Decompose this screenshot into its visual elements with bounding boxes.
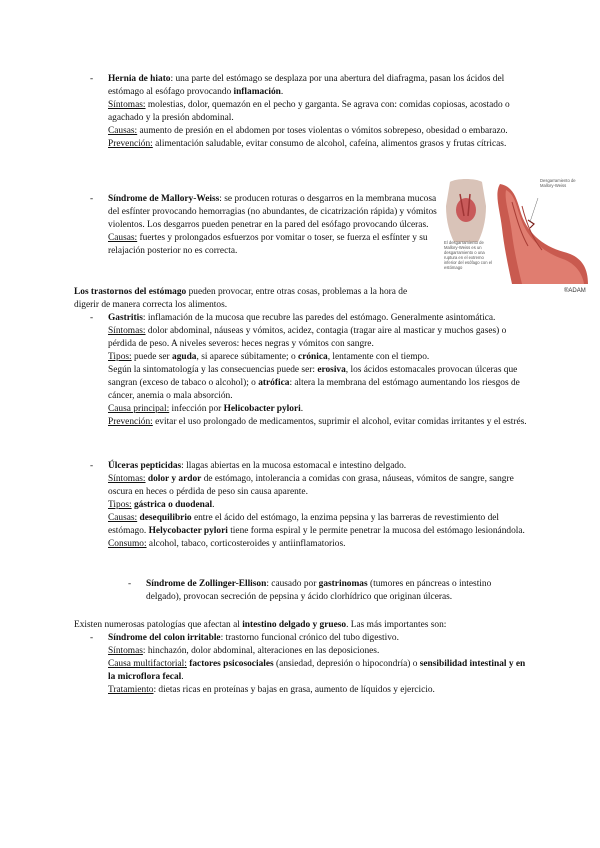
gastritis-prevencion-label: Prevención: xyxy=(108,417,153,427)
zollinger-paragraph xyxy=(146,578,528,604)
gastritis-aguda: aguda xyxy=(172,352,197,362)
colon-sintomas: : hinchazón, dolor abdominal, alteraciones en las deposiciones. xyxy=(142,646,380,656)
colon-causa-2: . xyxy=(181,672,184,682)
gastritis-tipos-label: Tipos: xyxy=(108,352,132,362)
gastritis-tipos-1: puede ser xyxy=(131,352,172,362)
trastornos-bold: Los trastornos del estómago xyxy=(74,287,187,297)
gastritis-paragraph xyxy=(108,312,528,429)
gastritis-segun-1: Según la sintomatología y las consecuencias puede ser: xyxy=(108,365,318,375)
hernia-causas: aumento de presión en el abdomen por toses violentas o vómitos sobrepeso, obesidad o embarazo. xyxy=(137,126,508,136)
list-bullet: - xyxy=(90,313,94,323)
colon-tratamiento: : dietas ricas en proteínas y bajas en grasa, aumento de líquidos y ejercicio. xyxy=(153,685,435,695)
ulceras-causas-bold: desequilibrio xyxy=(137,513,192,523)
gastritis-prevencion: evitar el uso prolongado de medicamentos, suprimir el alcohol, evitar comidas irritantes y el estrés. xyxy=(152,417,527,427)
colon-title: Síndrome del colon irritable xyxy=(108,633,221,643)
gastritis-title: Gastritis xyxy=(108,313,143,323)
gastritis-tipos-3: , lentamente con el tiempo. xyxy=(327,352,430,362)
hernia-paragraph xyxy=(108,73,528,151)
ulceras-causas-2: tiene forma espiral y le permite penetrar la mucosa del estómago lesionándola. xyxy=(227,526,525,536)
list-bullet: - xyxy=(90,633,94,643)
figure-caption-mid: El desgarramiento de Mallory-Weiss es un desgarramiento o una ruptura en el extremo inferior del esófago con el estómago xyxy=(444,240,492,270)
gastritis-causa-1: infección por xyxy=(169,404,224,414)
ulceras-sintomas-label: Síntomas: xyxy=(108,474,146,484)
gastritis-sintomas-label: Síntomas: xyxy=(108,326,146,336)
list-bullet: - xyxy=(90,194,94,204)
gastritis-causa-bold: Helicobacter pylori xyxy=(223,404,301,414)
hernia-sintomas-label: Síntomas: xyxy=(108,100,146,110)
gastritis-text: : inflamación de la mucosa que recubre las paredes del estómago. Generalmente asintomática. xyxy=(142,313,496,323)
colon-causa-bold1: factores psicosociales xyxy=(186,659,274,669)
zollinger-title: Síndrome de Zollinger-Ellison xyxy=(146,579,267,589)
intestino-intro-1: Existen numerosas patologías que afectan al xyxy=(74,620,243,630)
hernia-prevencion-label: Prevención: xyxy=(108,139,153,149)
gastritis-causa-label: Causa principal: xyxy=(108,404,170,414)
ulceras-paragraph xyxy=(108,460,528,551)
mallory-weiss-figure xyxy=(442,176,590,284)
gastritis-segun-2: , los ácidos estomacales provocan úlceras que sangran (exceso de tabaco o alcohol); o xyxy=(108,365,518,388)
ulceras-sintomas-bold: dolor y ardor xyxy=(145,474,202,484)
ulceras-tipos-end: . xyxy=(212,500,215,510)
ulceras-consumo-label: Consumo: xyxy=(108,539,147,549)
hernia-prevencion: alimentación saludable, evitar consumo de alcohol, cafeína, alimentos grasos y frutas cítricas. xyxy=(152,139,507,149)
colon-text: : trastorno funcional crónico del tubo digestivo. xyxy=(220,633,399,643)
gastritis-tipos-2: , si aparece súbitamente; o xyxy=(196,352,299,362)
hernia-intro-end: . xyxy=(280,87,284,97)
figure-credit: ®ADAM xyxy=(564,288,586,294)
colon-causa-bold2: sensibilidad intestinal y en la microflora fecal xyxy=(108,659,526,682)
figure-caption-top: Desgarramiento de Mallory-Weiss xyxy=(540,178,576,188)
hernia-sintomas: molestias, dolor, quemazón en el pecho y garganta. Se agrava con: comidas copiosas, acostado o agachado y la presión abdominal. xyxy=(108,100,510,123)
trastornos-paragraph xyxy=(74,286,434,312)
hernia-title: Hernia de hiato xyxy=(108,74,171,84)
ulceras-sintomas: de estómago, intolerancia a comidas con grasa, náuseas, vómitos de sangre, sangre oscura en heces o pérdida de peso sin causa aparente. xyxy=(108,474,514,497)
gastritis-causa-2: . xyxy=(300,404,304,414)
zollinger-text-2: (tumores en páncreas o intestino delgado), provocan secreción de pepsina y ácido clorhídrico que originan úlceras. xyxy=(146,579,492,602)
intestino-intro xyxy=(74,619,534,632)
trastornos-text: pueden provocar, entre otras cosas, problemas a la hora de digerir de manera correcta los alimentos. xyxy=(74,287,408,310)
list-bullet: - xyxy=(90,74,94,84)
gastritis-atrofica: atrófica xyxy=(258,378,290,388)
colon-causa-label: Causa multifactorial: xyxy=(108,659,187,669)
ulceras-title: Úlceras pepticidas xyxy=(108,461,182,471)
zollinger-text-1: : causado por xyxy=(266,579,319,589)
zollinger-bold: gastrinomas xyxy=(318,579,368,589)
hernia-intro-bold: inflamación xyxy=(233,87,281,97)
gastritis-sintomas: dolor abdominal, náuseas y vómitos, acidez, contagia (tragar aire al masticar y muchos gases) o pérdida de peso. A niveles severos: heces negras y vómitos con sangre. xyxy=(108,326,507,349)
ulceras-causas-label: Causas: xyxy=(108,513,138,523)
ulceras-tipos-bold: gástrica o duodenal xyxy=(131,500,213,510)
gastritis-erosiva: erosiva xyxy=(317,365,346,375)
list-bullet: - xyxy=(90,461,94,471)
mallory-paragraph xyxy=(108,193,438,258)
colon-paragraph xyxy=(108,632,528,697)
mallory-causas-label: Causas: xyxy=(108,233,138,243)
colon-sintomas-label: Síntomas xyxy=(108,646,143,656)
ulceras-text: : llagas abiertas en la mucosa estomacal e intestino delgado. xyxy=(181,461,407,471)
list-bullet: - xyxy=(128,579,132,589)
hernia-causas-label: Causas: xyxy=(108,126,138,136)
mallory-text: : se producen roturas o desgarros en la membrana mucosa del esfínter provocando hemorragias (no abundantes, de cicatrización rápida) y vómitos violentos. Los desgarros pueden penetrar en la pared del esófago provocando úlceras. xyxy=(108,194,437,230)
hernia-intro: : una parte del estómago se desplaza por una abertura del diafragma, pasan los ácidos del estómago al esófago provocando xyxy=(108,74,505,97)
ulceras-tipos-label: Tipos: xyxy=(108,500,132,510)
colon-causa-1: (ansiedad, depresión o hipocondría) o xyxy=(273,659,420,669)
gastritis-cronica: crónica xyxy=(298,352,328,362)
ulceras-consumo: alcohol, tabaco, corticosteroides y antiinflamatorios. xyxy=(146,539,346,549)
ulceras-causas-bold2: Helycobacter pylori xyxy=(148,526,228,536)
mallory-causas: fuertes y prolongados esfuerzos por vomitar o toser, se fuerza el esfínter y su relajación posterior no es correcta. xyxy=(108,233,428,256)
mallory-title: Síndrome de Mallory-Weiss xyxy=(108,194,220,204)
gastritis-segun-3: : altera la membrana del estómago aumentando los riesgos de cáncer, anemia o mala absorción. xyxy=(108,378,520,401)
ulceras-causas-1: entre el ácido del estómago, la enzima pepsina y las barreras de revestimiento del estómago. xyxy=(108,513,500,536)
colon-tratamiento-label: Tratamiento xyxy=(108,685,154,695)
intestino-intro-2: . Las más importantes son: xyxy=(346,620,447,630)
intestino-intro-bold: intestino delgado y grueso xyxy=(242,620,347,630)
